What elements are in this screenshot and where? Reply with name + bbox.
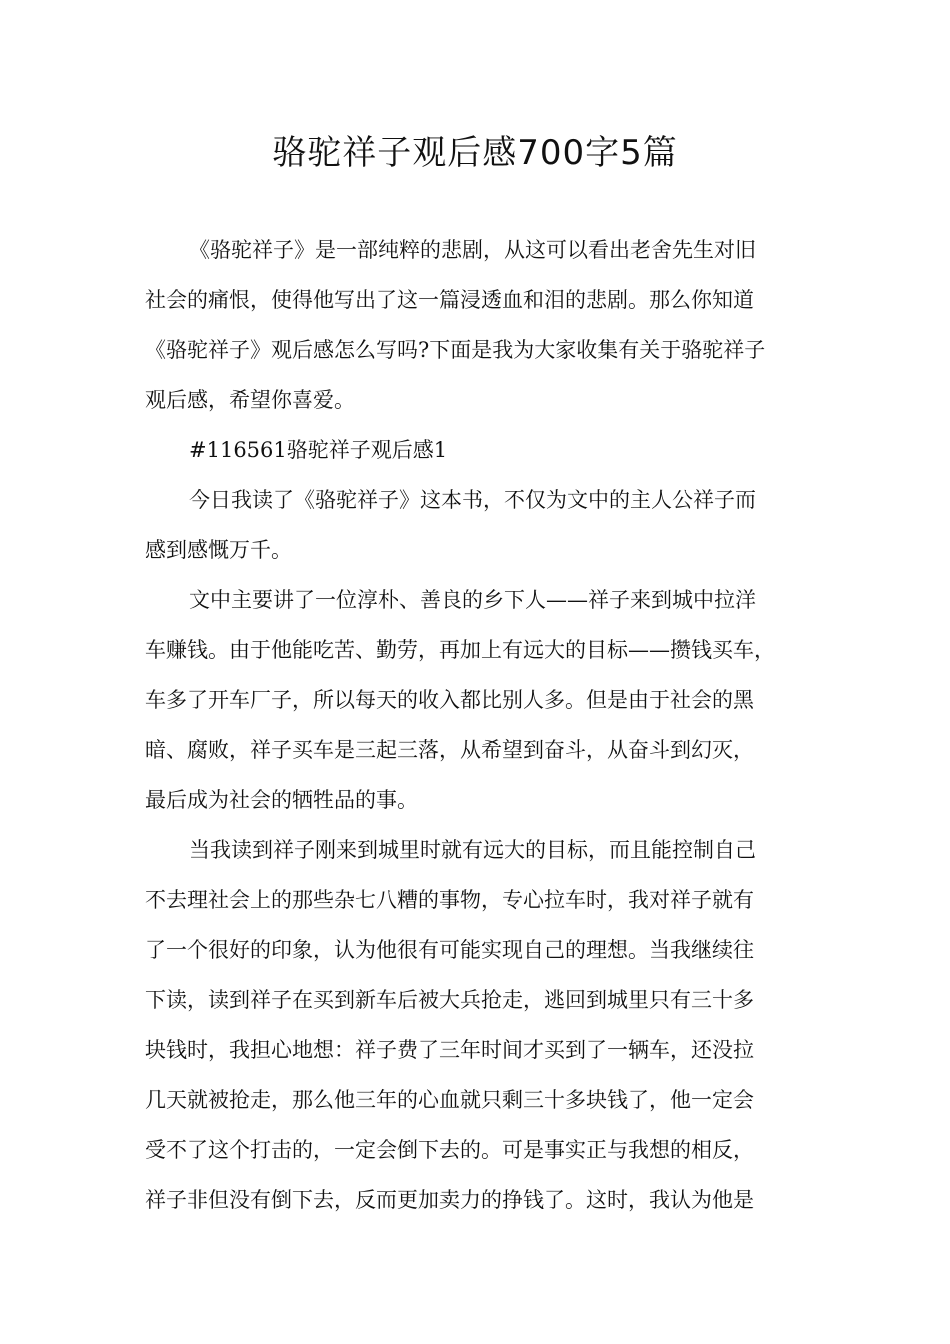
- text-line: 车赚钱。由于他能吃苦、勤劳，再加上有远大的目标——攒钱买车，: [145, 638, 775, 662]
- text-line: 不去理社会上的那些杂七八糟的事物，专心拉车时，我对祥子就有: [145, 888, 754, 912]
- text-line: 感到感慨万千。: [145, 538, 292, 562]
- text-line: 《骆驼祥子》是一部纯粹的悲剧，从这可以看出老舍先生对旧: [189, 238, 756, 262]
- document-title: 骆驼祥子观后感700字5篇: [272, 133, 678, 173]
- text-line: 《骆驼祥子》观后感怎么写吗?下面是我为大家收集有关于骆驼祥子: [145, 338, 766, 362]
- text-line: 社会的痛恨，使得他写出了这一篇浸透血和泪的悲剧。那么你知道: [145, 288, 754, 312]
- text-line: 祥子非但没有倒下去，反而更加卖力的挣钱了。这时，我认为他是: [145, 1188, 754, 1212]
- text-line: 最后成为社会的牺牲品的事。: [145, 788, 418, 812]
- text-line: 几天就被抢走，那么他三年的心血就只剩三十多块钱了，他一定会: [145, 1088, 754, 1112]
- text-line: 下读，读到祥子在买到新车后被大兵抢走，逃回到城里只有三十多: [145, 988, 754, 1012]
- document-body: [145, 225, 813, 1225]
- text-line: 今日我读了《骆驼祥子》这本书，不仅为文中的主人公祥子而: [189, 488, 756, 512]
- text-line: 受不了这个打击的，一定会倒下去的。可是事实正与我想的相反，: [145, 1138, 754, 1162]
- text-line: 车多了开车厂子，所以每天的收入都比别人多。但是由于社会的黑: [145, 688, 754, 712]
- text-line: 当我读到祥子刚来到城里时就有远大的目标，而且能控制自己: [189, 838, 756, 862]
- text-line: #116561骆驼祥子观后感1: [189, 438, 448, 462]
- text-line: 观后感，希望你喜爱。: [145, 388, 355, 412]
- text-line: 块钱时，我担心地想：祥子费了三年时间才买到了一辆车，还没拉: [145, 1038, 754, 1062]
- text-line: 文中主要讲了一位淳朴、善良的乡下人——祥子来到城中拉洋: [189, 588, 756, 612]
- text-line: 暗、腐败，祥子买车是三起三落，从希望到奋斗，从奋斗到幻灭，: [145, 738, 754, 762]
- text-line: 了一个很好的印象，认为他很有可能实现自己的理想。当我继续往: [145, 938, 754, 962]
